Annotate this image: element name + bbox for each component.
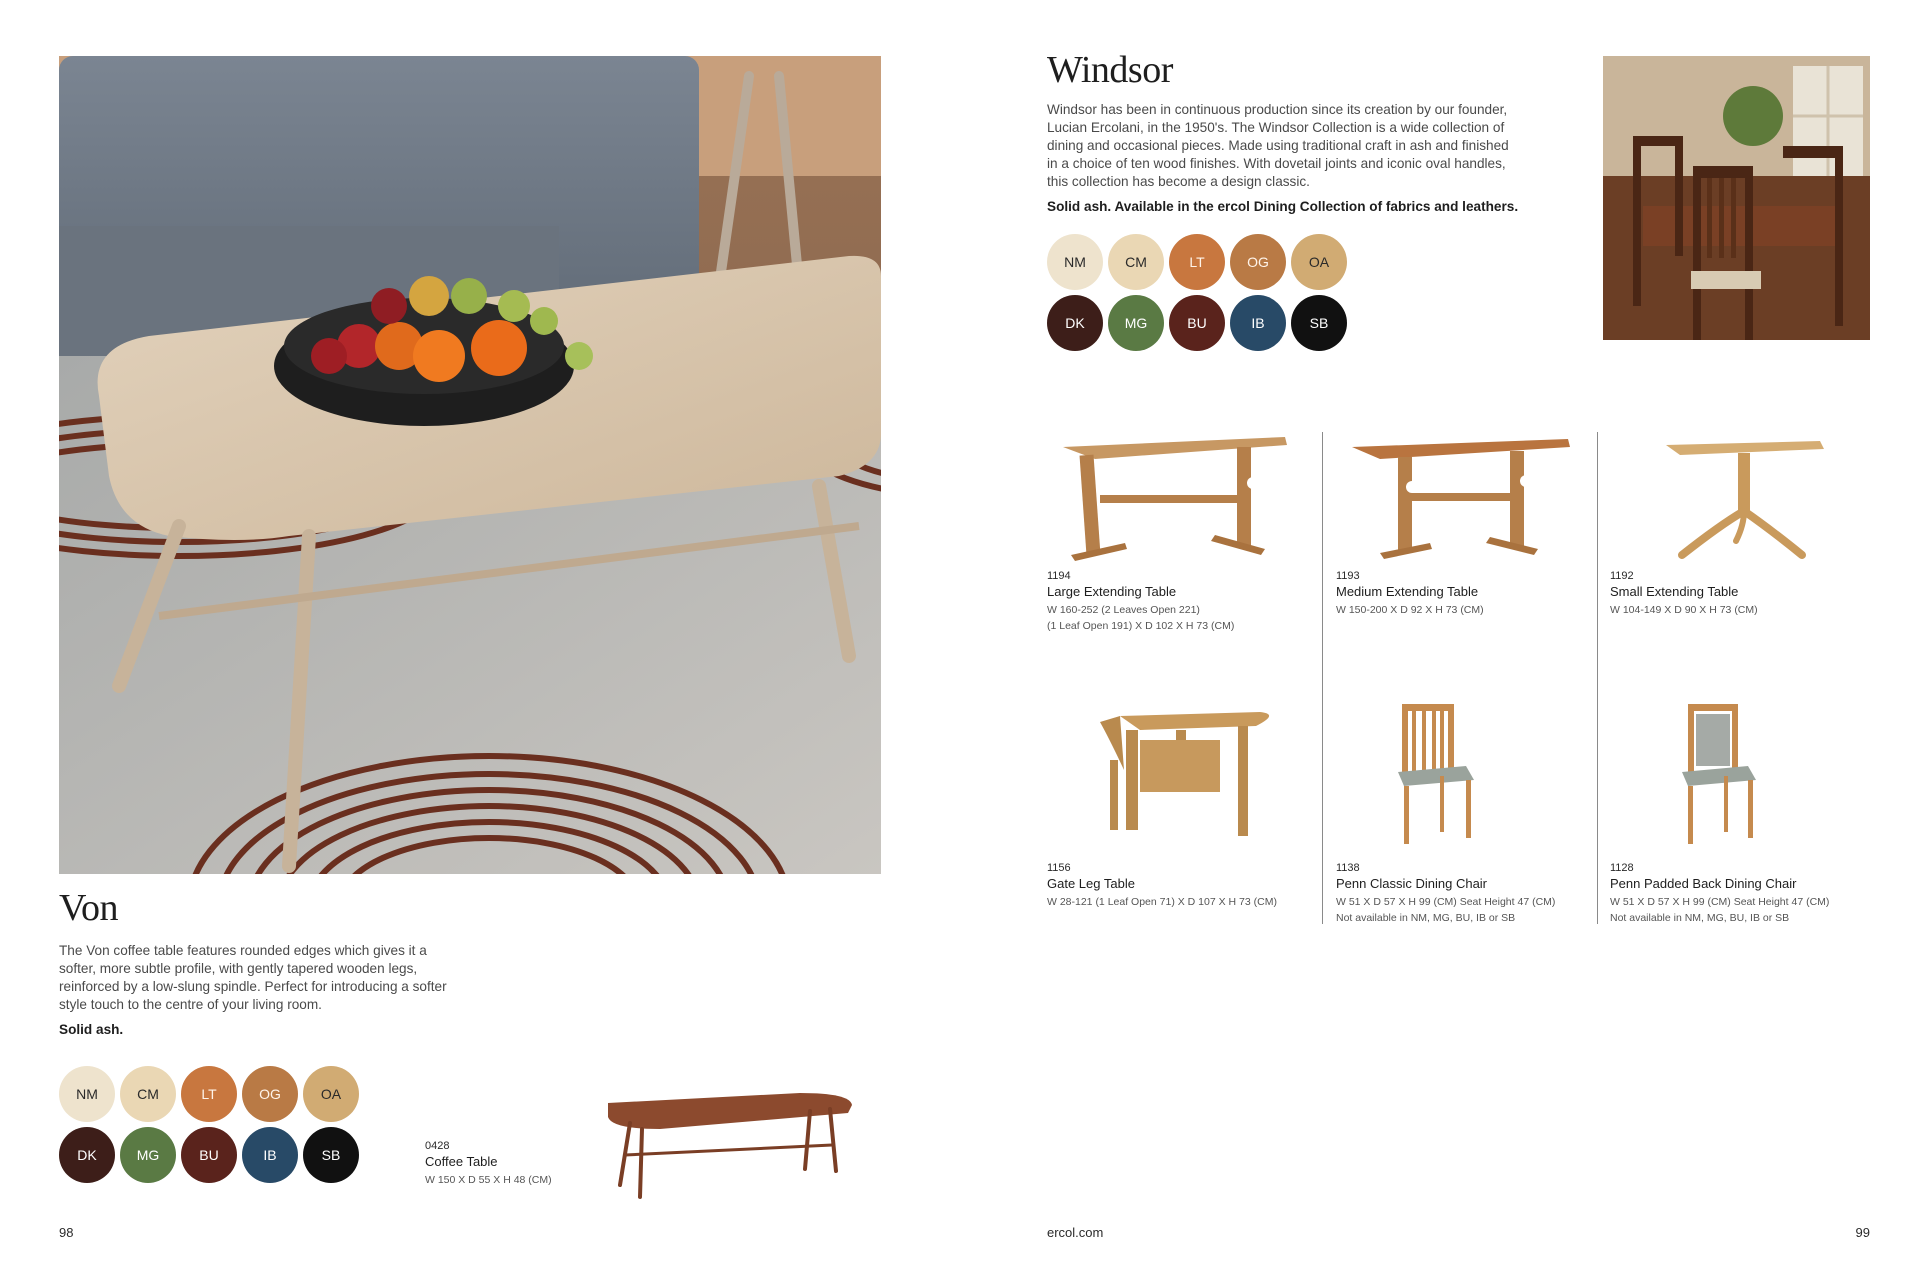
penn-classic-dining-chair-image: [1340, 700, 1580, 850]
windsor-finish-swatches: [1047, 234, 1347, 351]
product-1193: [1336, 570, 1484, 618]
product-name: Medium Extending Table: [1336, 584, 1479, 599]
coffee-table-image: [600, 1085, 860, 1205]
product-name: Penn Classic Dining Chair: [1336, 876, 1488, 891]
finish-swatch[interactable]: IB: [242, 1127, 298, 1183]
finish-swatch[interactable]: BU: [1169, 295, 1225, 351]
von-description: The Von coffee table features rounded edges which gives it a softer, more subtle profile, with gently tapered wooden legs, reinforced by a low-slung spindle. Perfect for introducing a softer style touch to the centre of your living room.: [59, 943, 447, 1012]
windsor-title: Windsor: [1047, 49, 1173, 91]
product-dimensions: W 150-200 X D 92 X H 73 (CM): [1336, 604, 1484, 616]
finish-swatch[interactable]: MG: [120, 1127, 176, 1183]
finish-swatch[interactable]: OA: [303, 1066, 359, 1122]
product-dimensions: W 160-252 (2 Leaves Open 221): [1047, 604, 1200, 616]
finish-swatch[interactable]: NM: [1047, 234, 1103, 290]
product-code: 1128: [1610, 862, 1634, 874]
page-number-left: 98: [59, 1225, 74, 1240]
product-code: 1156: [1047, 862, 1071, 874]
coffee-table-info: [425, 1140, 552, 1188]
product-availability: Not available in NM, MG, BU, IB or SB: [1336, 912, 1516, 924]
product-dimensions: W 51 X D 57 X H 99 (CM) Seat Height 47 (CM): [1336, 896, 1556, 908]
product-name: Gate Leg Table: [1047, 876, 1135, 891]
finish-swatch[interactable]: OG: [1230, 234, 1286, 290]
product-availability: Not available in NM, MG, BU, IB or SB: [1610, 912, 1790, 924]
product-code: 1193: [1336, 570, 1360, 582]
von-title: Von: [59, 887, 119, 929]
finish-swatch[interactable]: CM: [1108, 234, 1164, 290]
product-1138: [1336, 862, 1555, 926]
finish-swatch[interactable]: DK: [1047, 295, 1103, 351]
finish-swatch[interactable]: LT: [1169, 234, 1225, 290]
finish-swatch[interactable]: IB: [1230, 295, 1286, 351]
product-1128: [1610, 862, 1829, 926]
product-name: Small Extending Table: [1610, 584, 1739, 599]
von-finish-swatches: [59, 1066, 359, 1183]
product-dimensions-2: (1 Leaf Open 191) X D 102 X H 73 (CM): [1047, 620, 1235, 632]
small-extending-table-image: [1620, 425, 1860, 575]
windsor-description: Windsor has been in continuous production since its creation by our founder, Lucian Ercolani, in the 1950's. The Windsor Collection is a wide collection of dining and occasional pieces. Made using traditional craft in ash and finished in a choice of ten wood finishes. With dovetail joints and iconic oval handles, this collection has become a design classic.: [1047, 102, 1509, 189]
product-1156: [1047, 862, 1277, 910]
page-number-right: 99: [1855, 1225, 1870, 1240]
large-extending-table-image: [1055, 425, 1295, 575]
finish-swatch[interactable]: SB: [1291, 295, 1347, 351]
product-code: 1194: [1047, 570, 1071, 582]
product-code: 0428: [425, 1140, 450, 1152]
von-material-note: Solid ash.: [59, 1022, 124, 1037]
penn-padded-back-dining-chair-image: [1620, 700, 1860, 850]
site-url[interactable]: ercol.com: [1047, 1225, 1104, 1240]
product-dimensions: W 150 X D 55 X H 48 (CM): [425, 1174, 552, 1186]
product-dimensions: W 28-121 (1 Leaf Open 71) X D 107 X H 73 (CM): [1047, 896, 1277, 908]
column-divider: [1322, 432, 1323, 924]
finish-swatch[interactable]: CM: [120, 1066, 176, 1122]
finish-swatch[interactable]: NM: [59, 1066, 115, 1122]
product-1192: [1610, 570, 1758, 618]
product-name: Large Extending Table: [1047, 584, 1177, 599]
finish-swatch[interactable]: OA: [1291, 234, 1347, 290]
product-1194: [1047, 570, 1234, 634]
column-divider: [1597, 432, 1598, 924]
product-name: Coffee Table: [425, 1154, 498, 1169]
finish-swatch[interactable]: BU: [181, 1127, 237, 1183]
product-dimensions: W 51 X D 57 X H 99 (CM) Seat Height 47 (CM): [1610, 896, 1830, 908]
finish-swatch[interactable]: OG: [242, 1066, 298, 1122]
finish-swatch[interactable]: SB: [303, 1127, 359, 1183]
product-code: 1192: [1610, 570, 1634, 582]
finish-swatch[interactable]: MG: [1108, 295, 1164, 351]
medium-extending-table-image: [1340, 425, 1580, 575]
windsor-material-note: Solid ash. Available in the ercol Dining Collection of fabrics and leathers.: [1047, 199, 1519, 214]
product-code: 1138: [1336, 862, 1360, 874]
finish-swatch[interactable]: LT: [181, 1066, 237, 1122]
von-hero-photo: [59, 56, 881, 874]
gate-leg-table-image: [1080, 700, 1320, 850]
windsor-dining-photo: [1603, 56, 1870, 340]
product-name: Penn Padded Back Dining Chair: [1610, 876, 1797, 891]
finish-swatch[interactable]: DK: [59, 1127, 115, 1183]
product-dimensions: W 104-149 X D 90 X H 73 (CM): [1610, 604, 1758, 616]
